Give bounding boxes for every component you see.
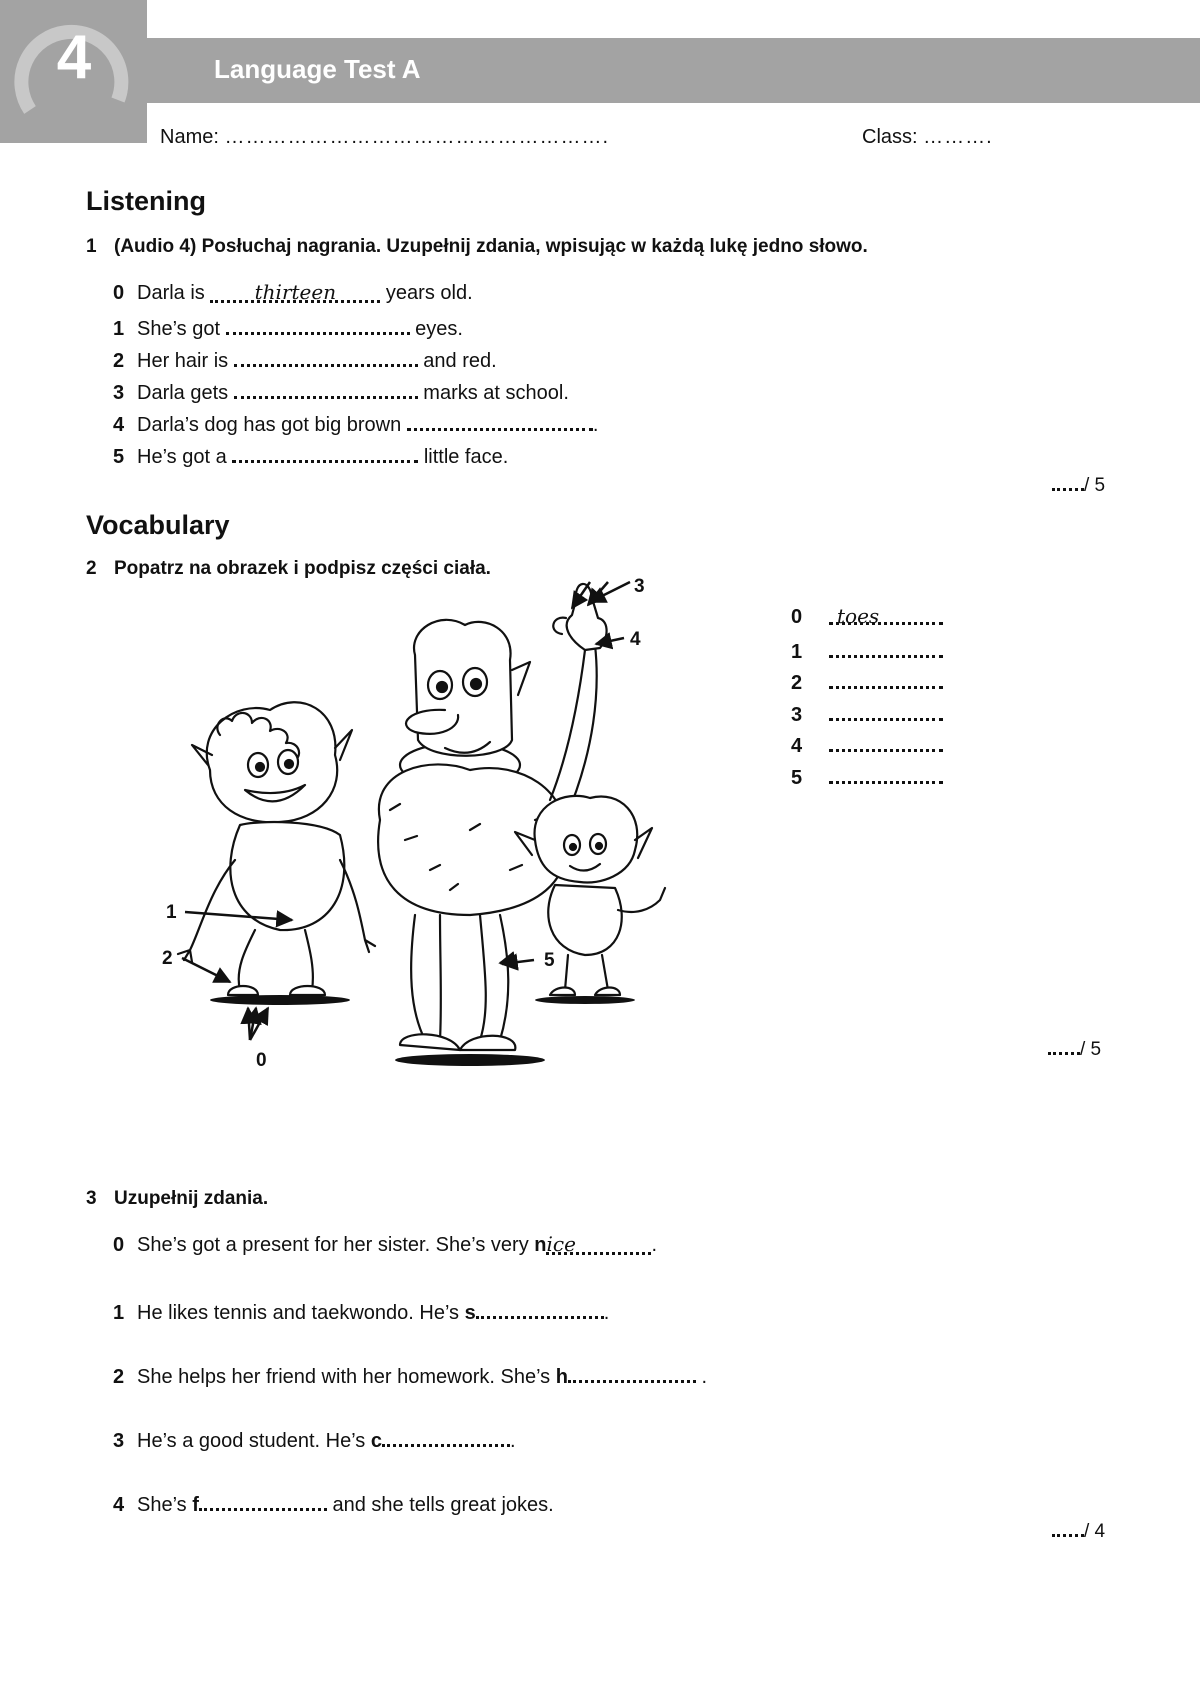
vocab-answer-item <box>791 637 943 664</box>
item-number: 4 <box>113 1494 125 1516</box>
item-number: 5 <box>791 767 803 789</box>
item-text: years old. <box>385 282 473 304</box>
vocab-answer-item <box>791 763 943 790</box>
score-blank[interactable] <box>1052 472 1084 491</box>
answer-blank[interactable] <box>234 376 418 399</box>
item-number: 1 <box>113 318 125 340</box>
exercise3-item <box>113 1360 707 1389</box>
item-number: 2 <box>113 350 125 372</box>
instruction-text: Uzupełnij zdania. <box>114 1188 269 1209</box>
item-number: 1 <box>791 641 803 663</box>
listening-item <box>113 312 463 341</box>
score-total: / 5 <box>1084 475 1106 496</box>
item-text: . <box>603 1302 610 1324</box>
answer-blank[interactable] <box>382 1424 510 1447</box>
vocab-answer-item <box>791 604 943 629</box>
item-number: 3 <box>113 382 125 404</box>
item-text: . <box>651 1234 658 1256</box>
answer-blank[interactable] <box>234 344 418 367</box>
score-blank[interactable] <box>1048 1036 1080 1055</box>
answer-blank[interactable] <box>476 1296 604 1319</box>
answer-blank[interactable] <box>829 637 943 658</box>
vocabulary-heading: Vocabulary <box>86 510 230 540</box>
class-line <box>862 126 993 149</box>
listening-item <box>113 376 569 405</box>
example-answer: toes <box>837 604 880 628</box>
score-box <box>1052 1518 1105 1543</box>
label-0: 0 <box>256 1050 267 1071</box>
item-text: little face. <box>423 446 509 468</box>
first-letter: n <box>534 1234 547 1256</box>
label-5: 5 <box>544 950 555 971</box>
item-number: 4 <box>791 735 803 757</box>
answer-blank[interactable] <box>829 668 943 689</box>
item-text: . <box>510 1430 516 1452</box>
first-letter: h <box>555 1366 568 1388</box>
exercise-number: 3 <box>86 1188 97 1209</box>
item-number: 0 <box>113 282 125 304</box>
item-text: She’s got a present for her sister. She’s very <box>137 1234 529 1256</box>
item-text: She helps her friend with her homework. She’s <box>137 1366 551 1388</box>
item-text: . <box>592 414 599 436</box>
item-text: Darla’s dog has got big brown <box>137 414 402 436</box>
listening-item <box>113 344 497 373</box>
answer-blank[interactable] <box>226 312 410 335</box>
first-letter: s <box>464 1302 476 1324</box>
instruction-text: Popatrz na obrazek i podpisz części ciała. <box>114 558 491 579</box>
item-text: She’s <box>137 1494 187 1516</box>
class-dots: ………. <box>923 126 993 148</box>
first-letter: f <box>192 1494 199 1516</box>
item-text: and red. <box>423 350 497 372</box>
item-text: and she tells great jokes. <box>332 1494 554 1516</box>
answer-blank[interactable] <box>829 731 943 752</box>
item-number: 5 <box>113 446 125 468</box>
exercise-number: 2 <box>86 558 97 579</box>
item-number: 0 <box>791 606 803 628</box>
answer-blank[interactable] <box>568 1360 696 1383</box>
label-1: 1 <box>166 902 177 923</box>
listening-item <box>113 408 598 437</box>
item-number: 4 <box>113 414 125 436</box>
title-bar <box>147 38 1200 103</box>
listening-item <box>113 440 508 469</box>
item-text: marks at school. <box>423 382 569 404</box>
example-answer: ice <box>546 1232 576 1256</box>
name-line <box>160 126 609 149</box>
vocab-answer-item <box>791 731 943 758</box>
score-box <box>1052 472 1105 497</box>
item-text: He’s a good student. He’s <box>137 1430 366 1452</box>
listening-item <box>113 280 473 305</box>
label-2: 2 <box>162 948 173 969</box>
item-text: He likes tennis and taekwondo. He’s <box>137 1302 460 1324</box>
label-4: 4 <box>630 629 641 650</box>
exercise3-instruction <box>86 1188 268 1210</box>
exercise3-item <box>113 1424 516 1453</box>
class-label: Class: <box>862 126 918 148</box>
unit-badge <box>0 0 147 143</box>
label-3: 3 <box>634 576 645 597</box>
answer-blank[interactable] <box>199 1488 327 1511</box>
item-text: . <box>695 1366 708 1388</box>
item-text: Darla is <box>137 282 205 304</box>
item-number: 3 <box>113 1430 125 1452</box>
page-title: Language Test A <box>214 54 421 84</box>
score-total: / 4 <box>1084 1521 1106 1542</box>
item-number: 2 <box>113 1366 125 1388</box>
item-number: 1 <box>113 1302 125 1324</box>
item-number: 0 <box>113 1234 125 1256</box>
name-dots: ………………………………………………. <box>224 126 610 148</box>
item-number: 2 <box>791 672 803 694</box>
item-text: He’s got a <box>137 446 227 468</box>
answer-blank[interactable] <box>829 763 943 784</box>
answer-blank[interactable] <box>407 408 593 431</box>
exercise-number: 1 <box>86 236 97 257</box>
unit-number: 4 <box>56 23 91 92</box>
item-text: Her hair is <box>137 350 229 372</box>
exercise3-item <box>113 1296 609 1325</box>
item-text: eyes. <box>415 318 463 340</box>
instruction-text: (Audio 4) Posłuchaj nagrania. Uzupełnij zdania, wpisując w każdą lukę jedno słowo. <box>114 236 868 257</box>
item-text: She’s got <box>137 318 221 340</box>
vocab-answer-item <box>791 700 943 727</box>
answer-blank[interactable] <box>829 700 943 721</box>
example-answer: thirteen <box>254 280 337 304</box>
score-box <box>1048 1036 1101 1061</box>
first-letter: c <box>370 1430 382 1452</box>
monster-family-illustration <box>140 570 740 1130</box>
score-blank[interactable] <box>1052 1518 1084 1537</box>
answer-blank[interactable] <box>546 1232 651 1255</box>
exercise3-item <box>113 1488 554 1517</box>
answer-blank[interactable] <box>210 280 380 303</box>
exercise3-item <box>113 1232 657 1257</box>
item-text: Darla gets <box>137 382 229 404</box>
listening-instruction <box>86 236 868 258</box>
listening-heading: Listening <box>86 186 206 216</box>
item-number: 3 <box>791 704 803 726</box>
answer-blank[interactable] <box>232 440 418 463</box>
answer-blank[interactable] <box>829 604 943 628</box>
vocab-answer-item <box>791 668 943 695</box>
name-label: Name: <box>160 126 219 148</box>
score-total: / 5 <box>1080 1039 1102 1060</box>
